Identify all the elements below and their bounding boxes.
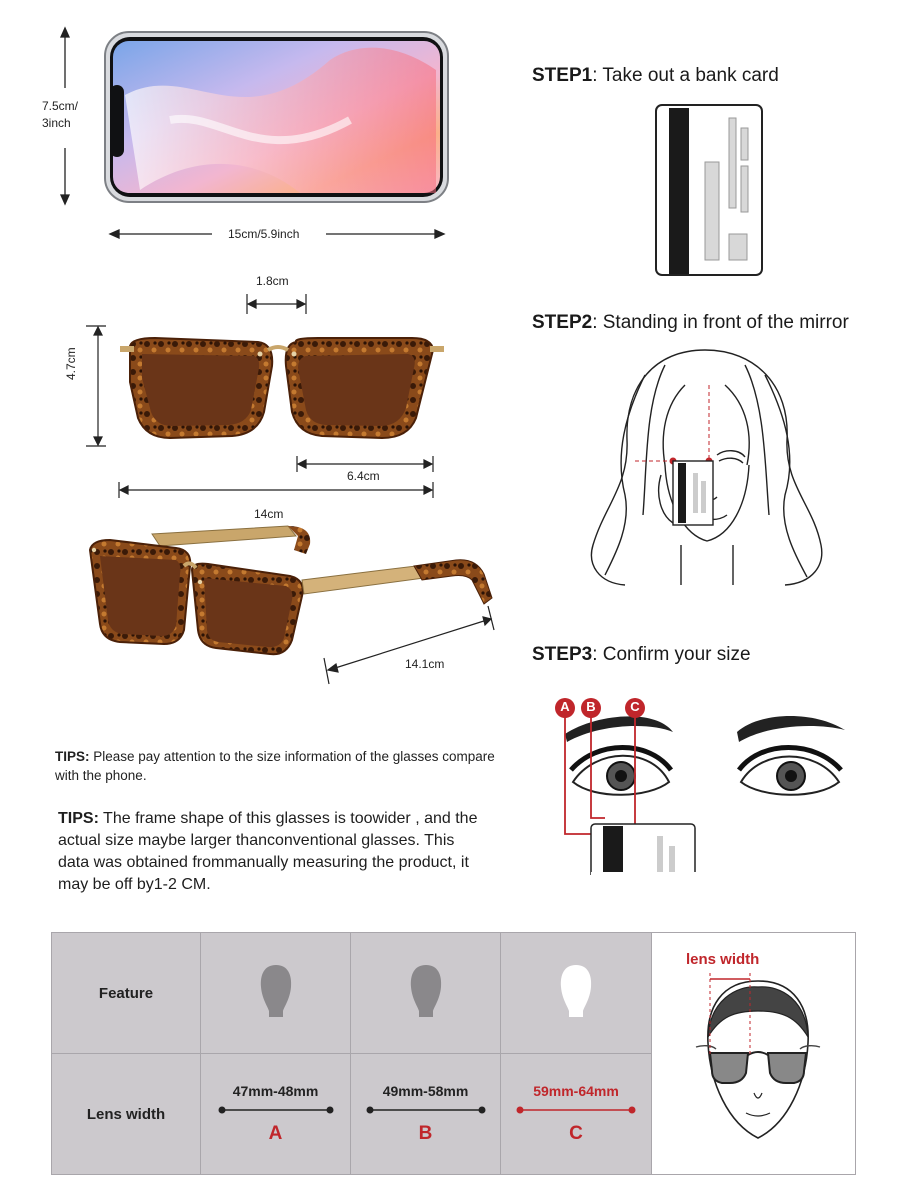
height-dimension	[86, 326, 106, 446]
mirror-woman-illustration	[585, 345, 830, 590]
face-medium	[351, 933, 501, 1054]
phone-height-label: 7.5cm/ 3inch	[42, 99, 79, 130]
eyes-measurement-illustration	[545, 690, 865, 875]
bridge-dimension	[247, 294, 306, 314]
tips-frame-shape: TIPS: The frame shape of this glasses is toowider , and the actual size maybe larger thanconventional glasses. This data was obtained frommanually measuring the product, it may be off by1-2 CM.	[58, 810, 478, 893]
lens-width-header: Lens width	[52, 1054, 201, 1175]
bank-card-illustration	[655, 104, 765, 278]
face-large	[501, 933, 652, 1054]
marker-c: C	[630, 699, 640, 714]
head-silhouette-icon	[256, 963, 296, 1019]
size-bar-c	[514, 1103, 638, 1117]
size-range-b: 49mm-58mm	[382, 1083, 469, 1099]
total-width-label: 14cm	[254, 507, 284, 521]
temple-length-dimension	[324, 606, 494, 684]
size-cell-c	[501, 1054, 652, 1175]
marker-a: A	[560, 699, 570, 714]
phone-body	[105, 32, 448, 202]
temple-length-label: 14.1cm	[405, 657, 445, 671]
feature-header: Feature	[52, 933, 201, 1054]
size-bar-a	[216, 1103, 336, 1117]
phone-width-label: 15cm/5.9inch	[228, 227, 300, 241]
face-with-glasses-icon	[692, 973, 822, 1168]
glasses-side-illustration	[80, 520, 510, 700]
size-letter-a: A	[268, 1123, 283, 1144]
lens-width-illustration-cell	[652, 933, 856, 1175]
size-range-a: 47mm-48mm	[232, 1083, 319, 1099]
size-letter-c: C	[569, 1123, 583, 1144]
height-label: 4.7cm	[64, 347, 78, 380]
tips-phone-comparison: TIPS: Please pay attention to the size information of the glasses compare with the phone.	[55, 749, 495, 783]
total-width-dimension	[119, 482, 433, 498]
step2-title: STEP2: Standing in front of the mirror	[532, 312, 849, 333]
size-range-c: 59mm-64mm	[533, 1083, 619, 1099]
lens-width-label: 6.4cm	[347, 469, 380, 483]
marker-b: B	[586, 699, 596, 714]
step1-title: STEP1: Take out a bank card	[532, 65, 779, 86]
size-cell-b	[351, 1054, 501, 1175]
glasses-side-frame	[90, 526, 492, 654]
head-silhouette-icon	[556, 963, 596, 1019]
step3-title: STEP3: Confirm your size	[532, 644, 751, 665]
glasses-front-illustration	[60, 270, 460, 520]
bridge-label: 1.8cm	[256, 274, 289, 288]
glasses-front-frame	[120, 338, 444, 438]
size-bar-b	[364, 1103, 488, 1117]
size-cell-a	[201, 1054, 351, 1175]
head-silhouette-icon	[406, 963, 446, 1019]
face-small	[201, 933, 351, 1054]
size-letter-b: B	[418, 1123, 433, 1144]
lens-size-table	[51, 932, 856, 1175]
lens-width-illustration-label: lens width	[686, 951, 760, 968]
